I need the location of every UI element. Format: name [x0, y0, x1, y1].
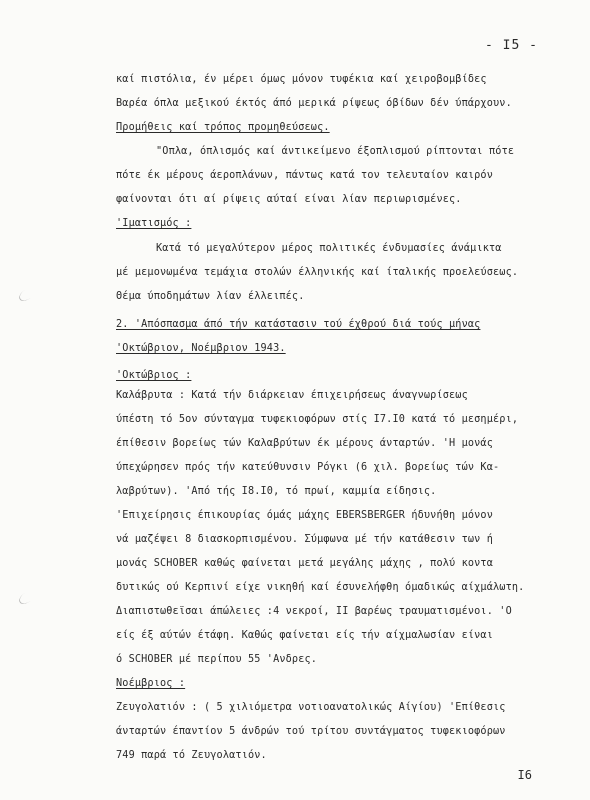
page-number-top: - Ι5 -: [485, 38, 538, 53]
text-line: νά μαζέψει 8 διασκορπισμένου. Σύμφωνα μέ τήν κατάθεσιν των ή: [116, 534, 494, 545]
page-number-bottom: Ι6: [517, 768, 532, 782]
text-line: είς έξ αύτών έτάφη. Καθώς φαίνεται είς τήν αίχμαλωσίαν είναι: [116, 630, 494, 641]
punch-hole-mark: [17, 587, 38, 606]
text-line: 'Επιχείρησις έπικουρίας όμάς μάχης EBERSBERGER ήδυνήθη μόνον: [116, 510, 494, 521]
text-line: πότε έκ μέρους άεροπλάνων, πάντως κατά τον τελευταίον καιρόν: [116, 170, 494, 181]
text-line: μονάς SCHOBER καθώς φαίνεται μετά μεγάλης μάχης , πολύ κοντα: [116, 558, 494, 569]
text-line: Κατά τό μεγαλύτερον μέρος πολιτικές ένδυμασίες άνάμικτα: [156, 243, 502, 254]
text-line: ό SCHOBER μέ περίπου 55 'Ανδρες.: [116, 654, 318, 665]
text-line: μέ μεμονωμένα τεμάχια στολών έλληνικής καί ίταλικής προελεύσεως.: [116, 267, 519, 278]
month-heading-november: Νοέμβριος :: [116, 678, 186, 689]
text-line: Θέμα ύποδημάτων λίαν έλλειπές.: [116, 291, 305, 302]
text-line: δυτικώς ού Κερπινί είχε νικηθή καί έσυνελήφθη όμαδικώς αίχμάλωτη.: [116, 582, 525, 593]
text-line: Καλάβρυτα : Κατά τήν διάρκειαν έπιχειρήσεως άναγνωρίσεως: [116, 390, 468, 401]
text-line: Διαπιστωθεϊσαι άπώλειες :4 νεκροί, ΙΙ βαρέως τραυματισμένοι. 'Ο: [116, 606, 512, 617]
text-line: καί πιστόλια, έν μέρει όμως μόνον τυφέκια καί χειροβομβίδες: [116, 74, 487, 85]
punch-hole-mark: [17, 284, 38, 303]
month-heading-october: 'Οκτώβριος :: [116, 370, 192, 381]
text-line: άνταρτών έπαντίον 5 άνδρών τού τρίτου συντάγματος τυφεκιοφόρων: [116, 726, 506, 737]
text-line: έπίθεσιν βορείως τών Καλαβρύτων έκ μέρους άνταρτών. 'Η μονάς: [116, 438, 494, 449]
section-heading-excerpt-cont: 'Οκτώβριον, Νοέμβριον 1943.: [116, 343, 286, 354]
text-line: "Οπλα, όπλισμός καί άντικείμενο έξοπλισμού ρίπτονται πότε: [156, 146, 515, 157]
text-line: φαίνονται ότι αί ρίψεις αύταί είναι λίαν περιωρισμένες.: [116, 194, 462, 205]
text-line: ύπεχώρησεν πρός τήν κατεύθυνσιν Ρόγκι (6 χιλ. βορείως τών Κα-: [116, 462, 500, 473]
text-line: ύπέστη τό 5ον σύνταγμα τυφεκιοφόρων στίς Ι7.Ι0 κατά τό μεσημέρι,: [116, 414, 519, 425]
text-line: λαβρύτων). 'Από τής Ι8.Ι0, τό πρωί, καμμία είδησις.: [116, 486, 437, 497]
section-heading-clothing: 'Ιματισμός :: [116, 218, 192, 229]
text-line: Βαρέα όπλα μεξικού έκτός άπό μερικά ρίψεως όβίδων δέν ύπάρχουν.: [116, 98, 512, 109]
section-heading-excerpt: 2. 'Απόσπασμα άπό τήν κατάστασιν τού έχθρού διά τούς μήνας: [116, 319, 481, 330]
section-heading-supplies: Προμήθεις καί τρόπος προμηθεύσεως.: [116, 122, 330, 133]
text-line: Ζευγολατιόν : ( 5 χιλιόμετρα νοτιοανατολικώς Αίγίου) 'Επίθεσις: [116, 702, 506, 713]
text-line: 749 παρά τό Ζευγολατιόν.: [116, 750, 267, 761]
